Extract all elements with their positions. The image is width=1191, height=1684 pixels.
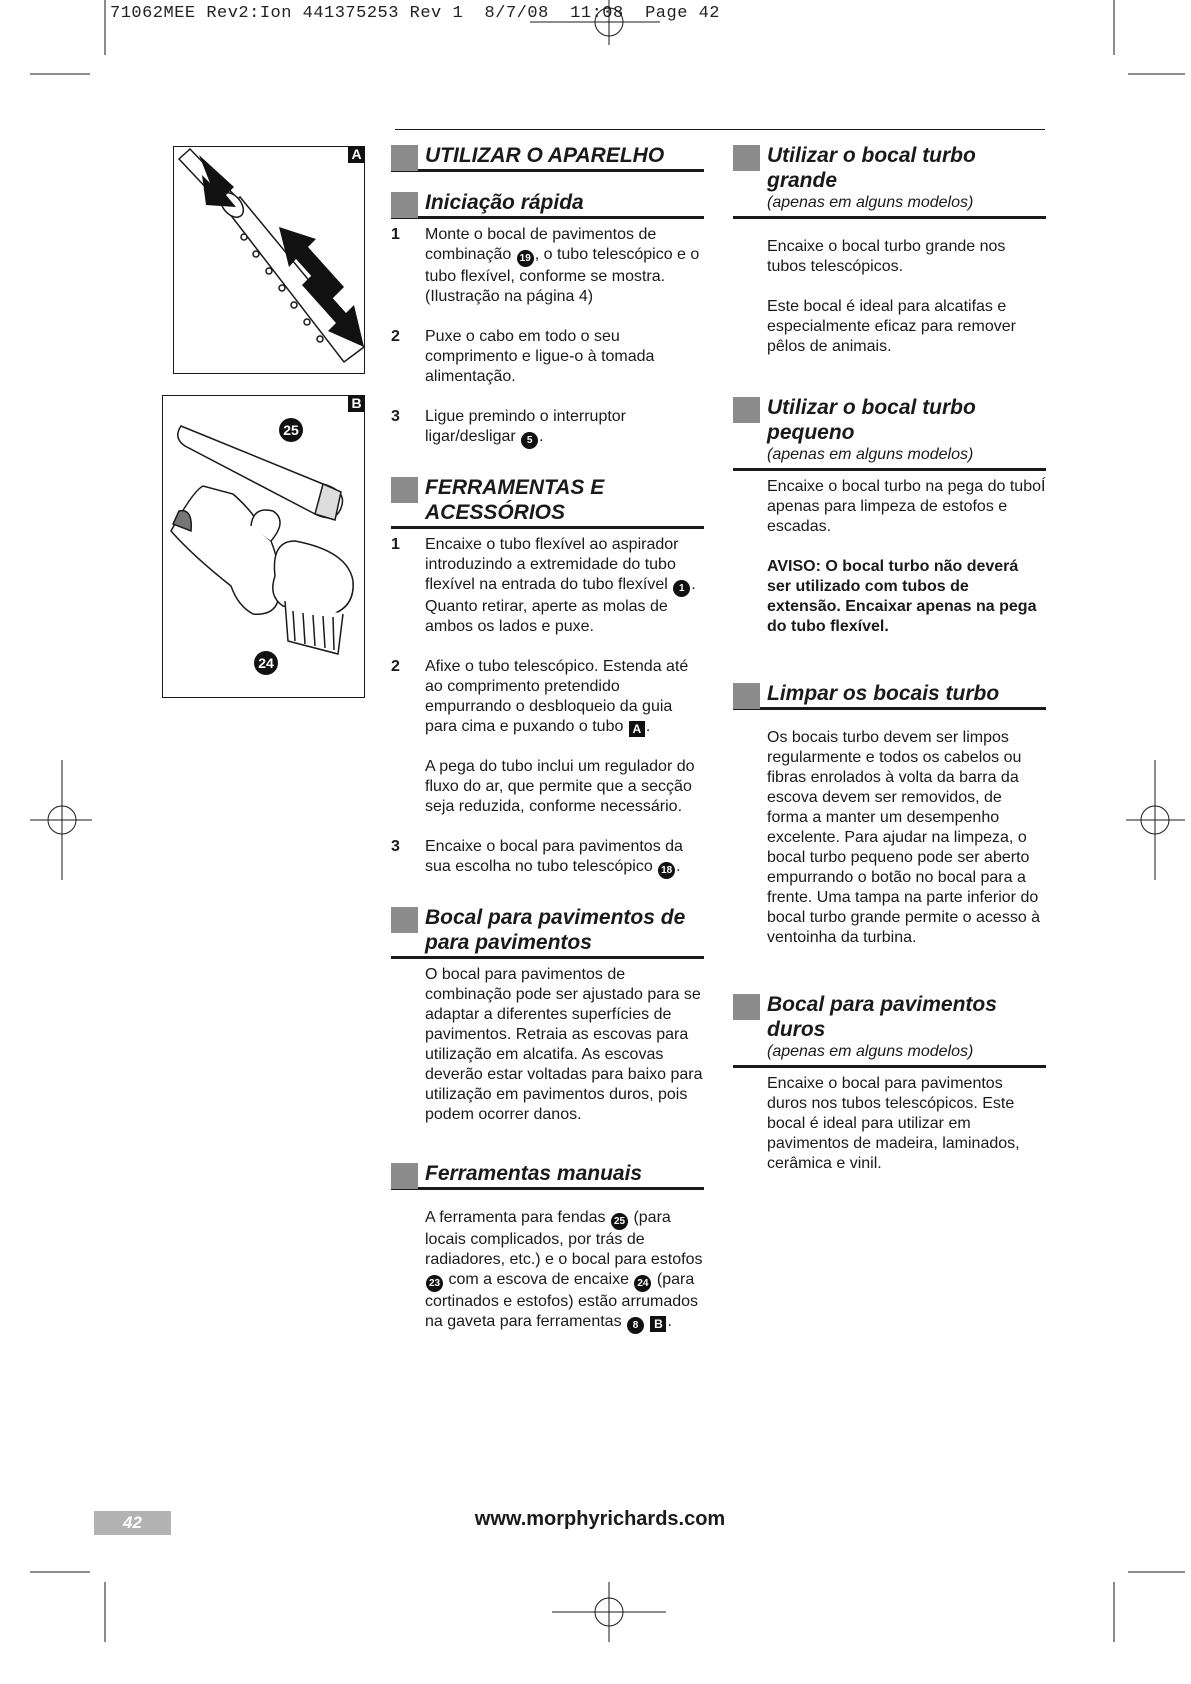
section-heading-turbo-small: Utilizar o bocal turbo pequeno (apenas em alguns modelos) [733, 395, 1046, 471]
tools-note: A pega do tubo inclui um regulador do fluxo do ar, que permite que a secção seja reduzida, conforme necessário. [425, 758, 695, 815]
section-heading-tools: FERRAMENTAS E ACESSÓRIOS [391, 475, 704, 529]
tools-step-2: 2 Afixe o tubo telescópico. Estenda até ao comprimento pretendido empurrando o desbloqueio da guia para cima e puxando o tubo A . [391, 658, 689, 736]
tools-step-3: 3 Encaixe o bocal para pavimentos da sua escolha no tubo telescópico 18 . [391, 837, 704, 879]
floor-nozzle-text: O bocal para pavimentos de combinação pode ser ajustado para se adaptar a diferentes superfícies de pavimentos. Retraia as escovas para utilização em alcatifa. As escovas deverão estar voltadas para baixo para utilização em pavimentos duros, pois podem ocorrer danos. [425, 966, 703, 1123]
turbo-warning: AVISO: O bocal turbo não deverá ser utilizado com tubos de extensão. Encaixar apenas na pega do tubo flexível. [767, 558, 1037, 635]
section-heading-floor-nozzle: Bocal para pavimentos de para pavimentos [391, 905, 704, 959]
section-heading-quick-start: Iniciação rápida [391, 190, 704, 219]
top-rule [395, 129, 1045, 130]
heading-marker [391, 192, 418, 218]
ref-25: 25 [611, 1213, 628, 1230]
turbo-small-text: Encaixe o bocal turbo na pega do tuboÍ apenas para limpeza de estofos e escadas. [767, 478, 1046, 535]
figure-b-tag: B [348, 395, 365, 412]
section-heading-turbo-large: Utilizar o bocal turbo grande (apenas em alguns modelos) [733, 143, 1046, 219]
heading-marker [733, 683, 760, 709]
hard-floor-text: Encaixe o bocal para pavimentos duros nos tubos telescópicos. Este bocal é ideal para utilizar em pavimentos de madeira, laminados, cerâmica e vinil. [767, 1075, 1020, 1172]
ref-8: 8 [627, 1317, 644, 1334]
page-number: 42 [94, 1511, 171, 1535]
heading-marker [733, 145, 760, 171]
ref-5: 5 [521, 432, 538, 449]
quick-step-3: 3 Ligue premindo o interruptor ligar/desligar 5 . [391, 407, 704, 449]
tube-illustration [174, 147, 364, 373]
ref-b: B [650, 1316, 666, 1332]
ref-18: 18 [658, 862, 675, 879]
hand-tools-text: A ferramenta para fendas 25 (para locais complicados, por trás de radiadores, etc.) e o bocal para estofos 23 com a escova de encaixe 24 (para cortinados e estofos) estão arrumados na gaveta para ferramentas 8 B . [391, 1208, 704, 1334]
column-right [733, 143, 1046, 1174]
print-slug: 71062MEE Rev2:Ion 441375253 Rev 1 8/7/08 11:08 Page 42 [110, 4, 720, 23]
turbo-large-text-1: Encaixe o bocal turbo grande nos tubos telescópicos. [767, 238, 1006, 275]
clean-turbo-text: Os bocais turbo devem ser limpos regularmente e todos os cabelos ou fibras enrolados à volta da barra da escova devem ser removidos, de forma a manter um desempenho excelente. Para ajudar na limpeza, o bocal turbo pequeno pode ser aberto empurrando o botão no bocal para a frente. Uma tampa na parte inferior do bocal turbo grande permite o acesso à ventoinha da turbina. [767, 729, 1041, 946]
ref-a: A [629, 721, 645, 737]
section-heading-hand-tools: Ferramentas manuais [391, 1161, 704, 1190]
tools-step-1: 1 Encaixe o tubo flexível ao aspirador introduzindo a extremidade do tubo flexível na entrada do tubo flexível 1 . Quanto retirar, aperte as molas de ambos os lados e puxe. [391, 536, 696, 635]
figure-a-tag: A [348, 146, 365, 163]
heading-marker [391, 145, 418, 171]
ref-1: 1 [673, 580, 690, 597]
callout-24: 24 [254, 651, 278, 675]
ref-23: 23 [426, 1275, 443, 1292]
figure-b [162, 395, 365, 698]
section-heading-clean-turbo: Limpar os bocais turbo [733, 681, 1046, 710]
callout-25: 25 [279, 418, 303, 442]
turbo-large-text-2: Este bocal é ideal para alcatifas e especialmente eficaz para remover pêlos de animais. [767, 298, 1017, 355]
heading-marker [733, 994, 760, 1020]
column-left [391, 143, 704, 1334]
ref-24: 24 [634, 1275, 651, 1292]
heading-marker [391, 477, 418, 503]
heading-marker [733, 397, 760, 423]
footer-url[interactable]: www.morphyrichards.com [474, 1508, 726, 1530]
quick-step-1: 1 Monte o bocal de pavimentos de combinação 19 , o tubo telescópico e o tubo flexível, conforme se mostra. (Ilustração na página 4) [391, 226, 700, 305]
figure-a [173, 146, 365, 374]
section-heading-hard-floor: Bocal para pavimentos duros (apenas em alguns modelos) [733, 992, 1046, 1068]
section-heading-using: UTILIZAR O APARELHO [391, 143, 704, 172]
heading-marker [391, 907, 418, 933]
ref-19: 19 [517, 250, 534, 267]
heading-marker [391, 1163, 418, 1189]
quick-step-2: 2 Puxe o cabo em todo o seu comprimento e ligue-o à tomada alimentação. [391, 328, 655, 385]
